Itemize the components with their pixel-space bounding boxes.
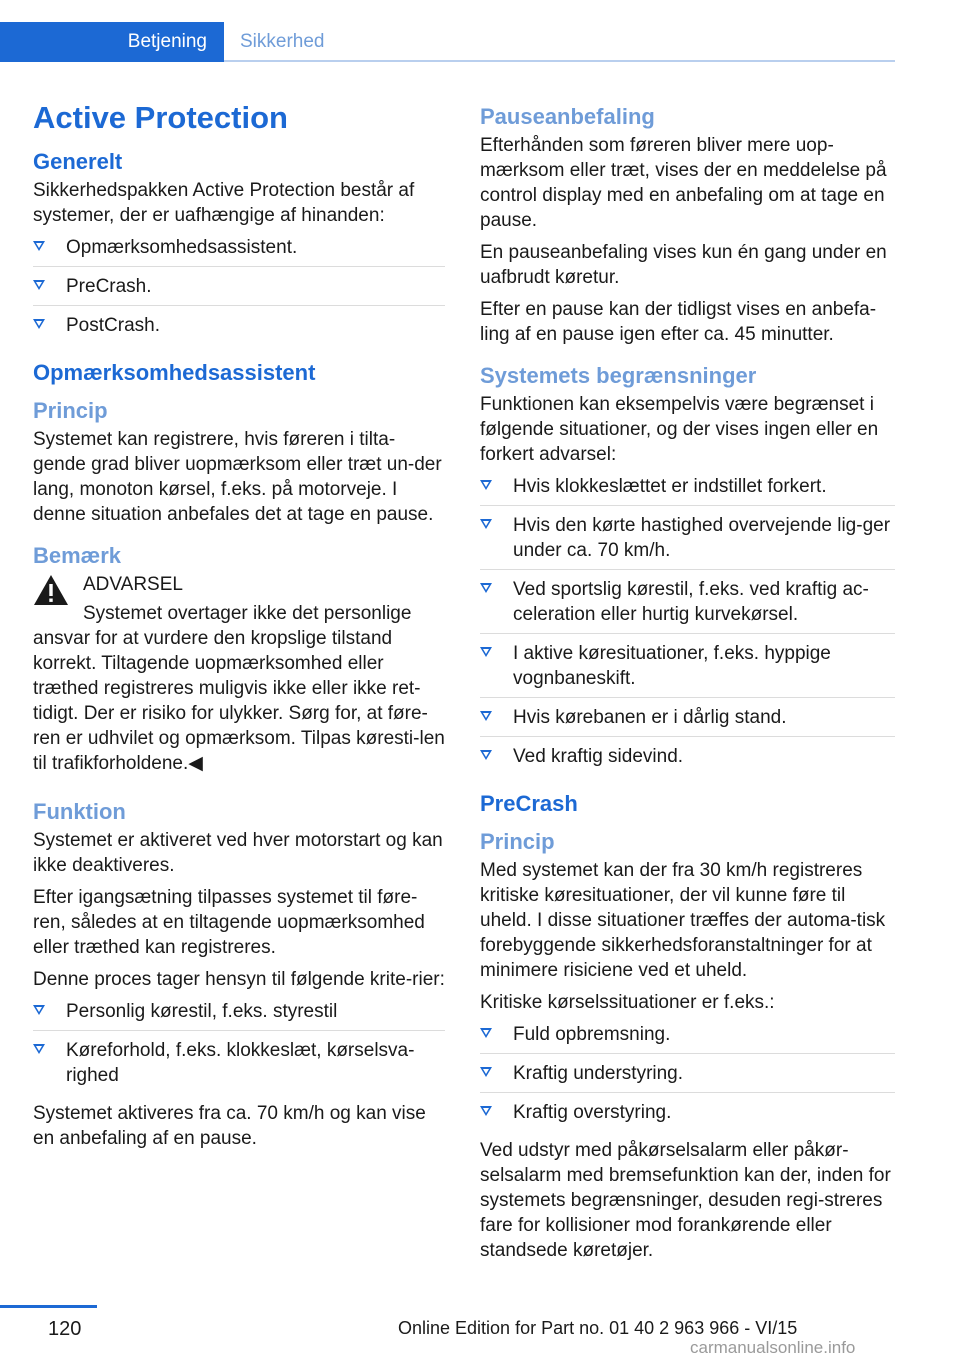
triangle-bullet-icon (480, 1067, 492, 1077)
header-tabs (0, 22, 895, 62)
list-item: Fuld opbremsning. (480, 1022, 895, 1054)
funktion-list (33, 999, 445, 1094)
warning-text: ansvar for at vurdere den kropslige tilstand korrekt. Tiltagende uopmærksomhed eller træthed registreres muligvis ikke eller ikke ret‐tidigt. Der er risiko for ulykker. Sørg for, at føre‐ren er udhvilet og opmærksom. Tilpas køresti‐len til trafikforholdene.◀ (33, 628, 445, 774)
tab-betjening-label: Betjening (127, 31, 207, 52)
generelt-text: Sikkerhedspakken Active Protection består af systemer, der er uafhængige af hinanden: (33, 180, 415, 226)
pause-text-2: En pauseanbefaling vises kun én gang under en uafbrudt køretur. (480, 242, 887, 288)
list-item: Hvis kørebanen er i dårlig stand. (480, 705, 895, 737)
heading-opmaerksomhedsassistent: Opmærksomhedsassistent (33, 360, 316, 385)
triangle-bullet-icon (33, 1044, 45, 1054)
heading-bemaerk: Bemærk (33, 543, 122, 568)
pause-text-1: Efterhånden som føreren bliver mere uop‐mærksom eller træt, vises der en meddelelse på control display med en anbefaling om at tage en pause. (480, 135, 887, 231)
precrash-text-1: Med systemet kan der fra 30 km/h registreres kritiske køresituationer, der vil kunne føre til uheld. I disse situationer træffes der automa‐tisk forebyggende sikkerhedsforanstaltninger for at minimere risiciene ved et uheld. (480, 860, 886, 981)
header-divider (224, 60, 895, 62)
heading-precrash-princip: Princip (480, 829, 555, 854)
funktion-text-4: Systemet aktiveres fra ca. 70 km/h og kan vise en anbefaling af en pause. (33, 1103, 426, 1149)
princip-text: Systemet kan registrere, hvis føreren i tilta‐gende grad bliver uopmærksom eller træt un‐der lang, monoton kørsel, f.eks. på motorveje. I denne situation anbefales det at tage en pause. (33, 429, 442, 525)
funktion-text-1: Systemet er aktiveret ved hver motorstart og kan ikke deaktiveres. (33, 830, 443, 876)
right-column (480, 103, 895, 1270)
heading-funktion: Funktion (33, 799, 126, 824)
triangle-bullet-icon (480, 1028, 492, 1038)
footer-divider (0, 1305, 97, 1308)
triangle-bullet-icon (33, 1005, 45, 1015)
watermark: carmanualsonline.info (690, 1338, 856, 1357)
list-item: Hvis den kørte hastighed overvejende lig‐ger under ca. 70 km/h. (480, 513, 895, 570)
list-item: Ved kraftig sidevind. (480, 744, 895, 775)
page-title: Active Protection (33, 100, 288, 135)
triangle-bullet-icon (480, 583, 492, 593)
list-item: Ved sportslig kørestil, f.eks. ved kraftig ac‐celeration eller hurtig kurvekørsel. (480, 577, 895, 634)
triangle-bullet-icon (480, 519, 492, 529)
triangle-bullet-icon (480, 750, 492, 760)
page-number: 120 (48, 1318, 82, 1340)
list-item: Kraftig understyring. (480, 1061, 895, 1093)
list-item: PostCrash. (33, 313, 445, 344)
list-item: I aktive køresituationer, f.eks. hyppige vognbaneskift. (480, 641, 895, 698)
limits-list (480, 474, 895, 775)
funktion-text-3: Denne proces tager hensyn til følgende krite‐rier: (33, 969, 445, 990)
triangle-bullet-icon (480, 711, 492, 721)
tab-sikkerhed-label: Sikkerhed (240, 31, 325, 52)
heading-begraensninger: Systemets begrænsninger (480, 363, 757, 388)
precrash-text-3: Ved udstyr med påkørselsalarm eller påkør‐selsalarm med bremsefunktion kan der, inden for systemets begrænsninger, desuden regi‐streres fare for kollisioner mod forankørende eller standsede køretøjer. (480, 1140, 891, 1261)
triangle-bullet-icon (33, 241, 45, 251)
triangle-bullet-icon (33, 280, 45, 290)
list-item: Kraftig overstyring. (480, 1100, 895, 1131)
limits-text: Funktionen kan eksempelvis være begrænset i følgende situationer, og der vises ingen eller en forkert advarsel: (480, 394, 879, 465)
list-item: Hvis klokkeslættet er indstillet forkert. (480, 474, 895, 506)
triangle-bullet-icon (33, 319, 45, 329)
pause-text-3: Efter en pause kan der tidligst vises en anbefa‐ling af en pause igen efter ca. 45 minutter. (480, 299, 877, 345)
warning-icon (33, 574, 69, 606)
triangle-bullet-icon (480, 480, 492, 490)
warning-first-line: Systemet overtager ikke det personlige (83, 603, 412, 624)
funktion-text-2: Efter igangsætning tilpasses systemet til føre‐ren, således at en tiltagende uopmærksomhed eller træthed kan registreres. (33, 887, 425, 958)
left-column (33, 98, 445, 1158)
heading-generelt: Generelt (33, 149, 123, 174)
list-item: Køreforhold, f.eks. klokkeslæt, kørselsva‐righed (33, 1038, 445, 1094)
warning-label: ADVARSEL (83, 574, 183, 595)
tab-sikkerhed[interactable] (240, 22, 325, 62)
precrash-list (480, 1022, 895, 1131)
triangle-bullet-icon (480, 1106, 492, 1116)
precrash-text-2: Kritiske kørselssituationer er f.eks.: (480, 992, 775, 1013)
triangle-bullet-icon (480, 647, 492, 657)
heading-princip: Princip (33, 398, 108, 423)
tab-betjening[interactable] (0, 22, 224, 62)
edition-text: Online Edition for Part no. 01 40 2 963 966 - VI/15 (398, 1318, 798, 1338)
list-item: PreCrash. (33, 274, 445, 306)
heading-pauseanbefaling: Pauseanbefaling (480, 104, 655, 129)
heading-precrash: PreCrash (480, 791, 578, 816)
list-item: Personlig kørestil, f.eks. styrestil (33, 999, 445, 1031)
warning-block (33, 572, 445, 776)
generelt-list (33, 235, 445, 344)
list-item: Opmærksomhedsassistent. (33, 235, 445, 267)
